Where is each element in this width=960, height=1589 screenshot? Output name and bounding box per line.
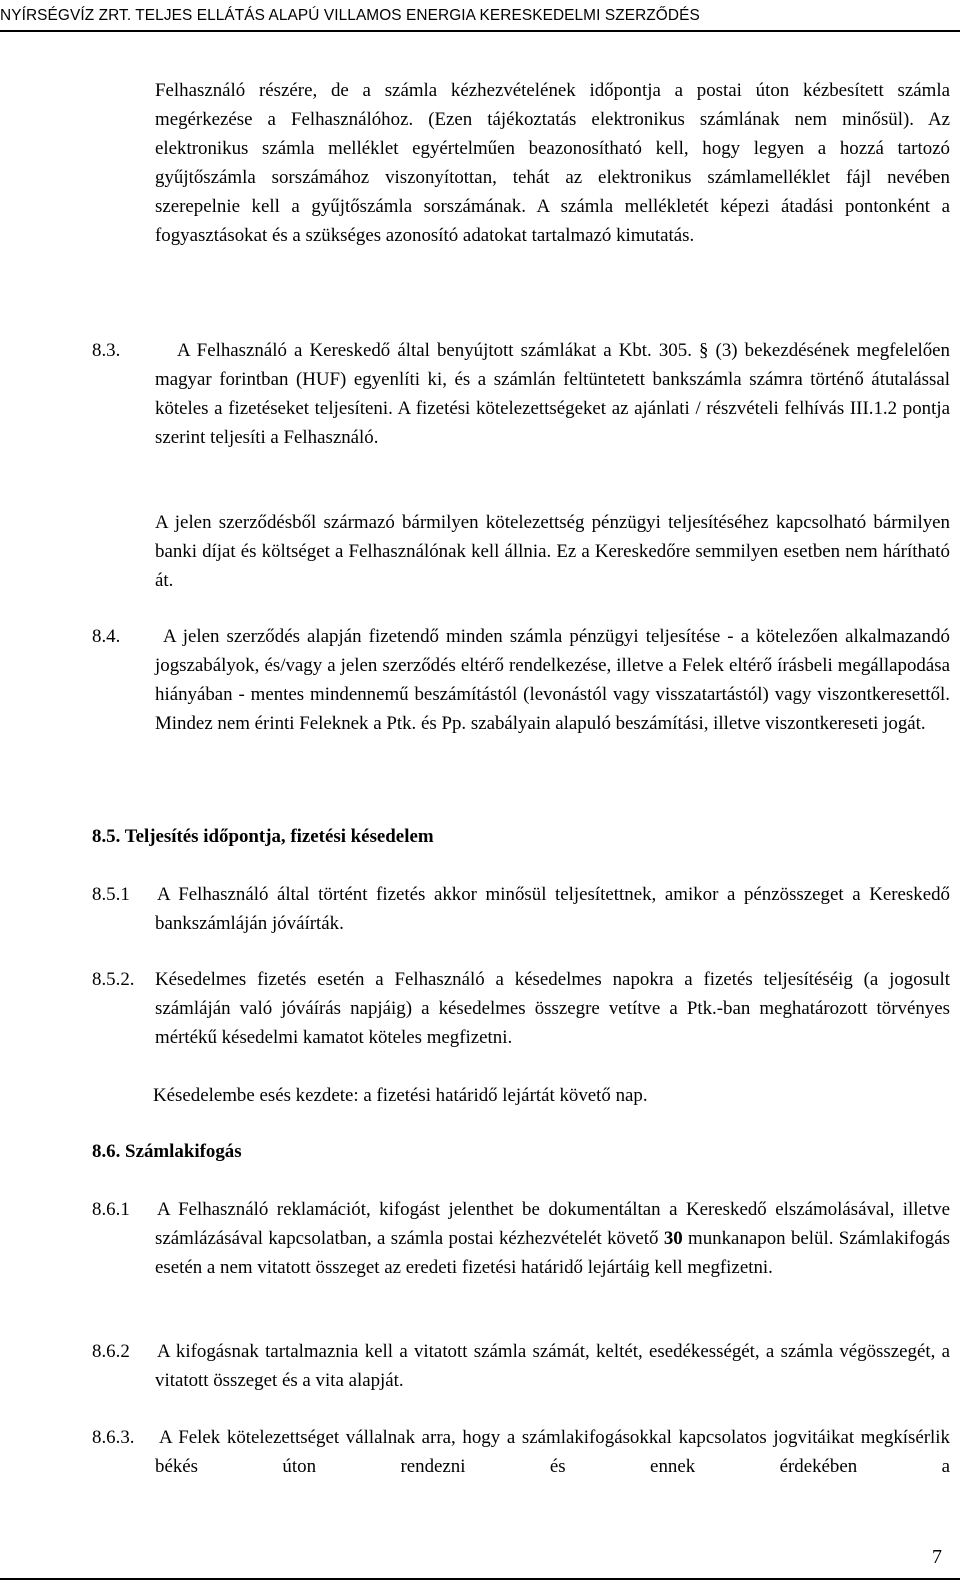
section-8-6-heading: 8.6. Számlakifogás xyxy=(92,1141,242,1162)
header-rule xyxy=(0,30,960,32)
section-number-8-6-3: 8.6.3. xyxy=(92,1427,135,1448)
section-8-6-1-paragraph xyxy=(155,1195,950,1282)
section-8-6-1-text-b: munkanapon belül. Számlakifogás esetén a nem vitatott összeget az eredeti fizetési határidő lejártáig kell megfizetni. xyxy=(155,1228,950,1278)
section-8-3-paragraph-2: A jelen szerződésből származó bármilyen kötelezettség pénzügyi teljesítéséhez kapcsolható bármilyen banki díjat és költséget a Felhasználónak kell állnia. Ez a Kereskedőre semmilyen esetben nem hárítható át. xyxy=(155,512,950,591)
section-8-6-2-paragraph: A kifogásnak tartalmaznia kell a vitatott számla számát, keltét, esedékességét, a számla végösszegét, a vitatott összeget és a vita alapját. xyxy=(155,1341,950,1391)
section-number-8-5-1: 8.5.1 xyxy=(92,884,130,905)
section-8-3-paragraph: A Felhasználó a Kereskedő által benyújtott számlákat a Kbt. 305. § (3) bekezdésének megfelelően magyar forintban (HUF) egyenlíti ki, és a számlán feltüntetett bankszámla számra történő átutalással köteles a fizetéseket teljesíteni. A fizetési kötelezettségeket az ajánlati / részvételi felhívás III.1.2 pontja szerint teljesíti a Felhasználó. xyxy=(155,340,950,448)
page-header: NYÍRSÉGVÍZ ZRT. TELJES ELLÁTÁS ALAPÚ VILLAMOS ENERGIA KERESKEDELMI SZERZŐDÉS xyxy=(0,7,700,24)
section-number-8-6-2: 8.6.2 xyxy=(92,1341,130,1362)
section-8-6-3-paragraph: A Felek kötelezettséget vállalnak arra, hogy a számlakifogásokkal kapcsolatos jogvitáikat megkísérlik békés úton rendezni és ennek érdekében a xyxy=(155,1427,950,1477)
section-number-8-5-2: 8.5.2. xyxy=(92,969,135,990)
section-8-5-heading: 8.5. Teljesítés időpontja, fizetési késedelem xyxy=(92,826,434,847)
intro-paragraph: Felhasználó részére, de a számla kézhezvételének időpontja a postai úton kézbesített számla megérkezése a Felhasználóhoz. (Ezen tájékoztatás elektronikus számlának nem minősül). Az elektronikus számla melléklet egyértelműen beazonosítható kell, hogy legyen a hozzá tartozó gyűjtőszámla sorszámához viszonyítottan, tehát az elektronikus számlamelléklet fájl nevében szerepelnie kell a gyűjtőszámla sorszámának. A számla mellékletét képezi átadási pontonként a fogyasztásokat és a szükséges azonosító adatokat tartalmazó kimutatás. xyxy=(155,80,950,246)
section-8-6-1-text-a: A Felhasználó reklamációt, kifogást jelenthet be dokumentáltan a Kereskedő elszámolásával, illetve számlázásával kapcsolatban, a számla postai kézhezvételét követő xyxy=(155,1199,950,1249)
section-number-8-4: 8.4. xyxy=(92,626,121,647)
section-number-8-3: 8.3. xyxy=(92,340,121,361)
section-8-5-2-extra: Késedelembe esés kezdete: a fizetési határidő lejártát követő nap. xyxy=(153,1085,648,1106)
page-number: 7 xyxy=(932,1546,942,1568)
section-8-6-1-days: 30 xyxy=(663,1228,683,1249)
section-8-4-paragraph: A jelen szerződés alapján fizetendő minden számla pénzügyi teljesítése - a kötelezően alkalmazandó jogszabályok, és/vagy a jelen szerződés eltérő rendelkezése, illetve a Felek eltérő írásbeli megállapodása hiányában - mentes mindennemű beszámítástól (levonástól vagy visszatartástól) vagy viszontkeresettől. Mindez nem érinti Feleknek a Ptk. és Pp. szabályain alapuló beszámítási, illetve viszontkereseti jogát. xyxy=(155,626,950,734)
footer-rule xyxy=(0,1578,960,1580)
section-8-5-2-paragraph: Késedelmes fizetés esetén a Felhasználó a késedelmes napokra a fizetés teljesítéséig (a jogosult számláján való jóváírás napjáig) a késedelmes összegre vetítve a Ptk.-ban meghatározott törvényes mértékű késedelmi kamatot köteles megfizetni. xyxy=(155,969,950,1048)
section-8-5-1-paragraph: A Felhasználó által történt fizetés akkor minősül teljesítettnek, amikor a pénzösszeget a Kereskedő bankszámláján jóváírták. xyxy=(155,884,950,934)
section-number-8-6-1: 8.6.1 xyxy=(92,1199,130,1220)
